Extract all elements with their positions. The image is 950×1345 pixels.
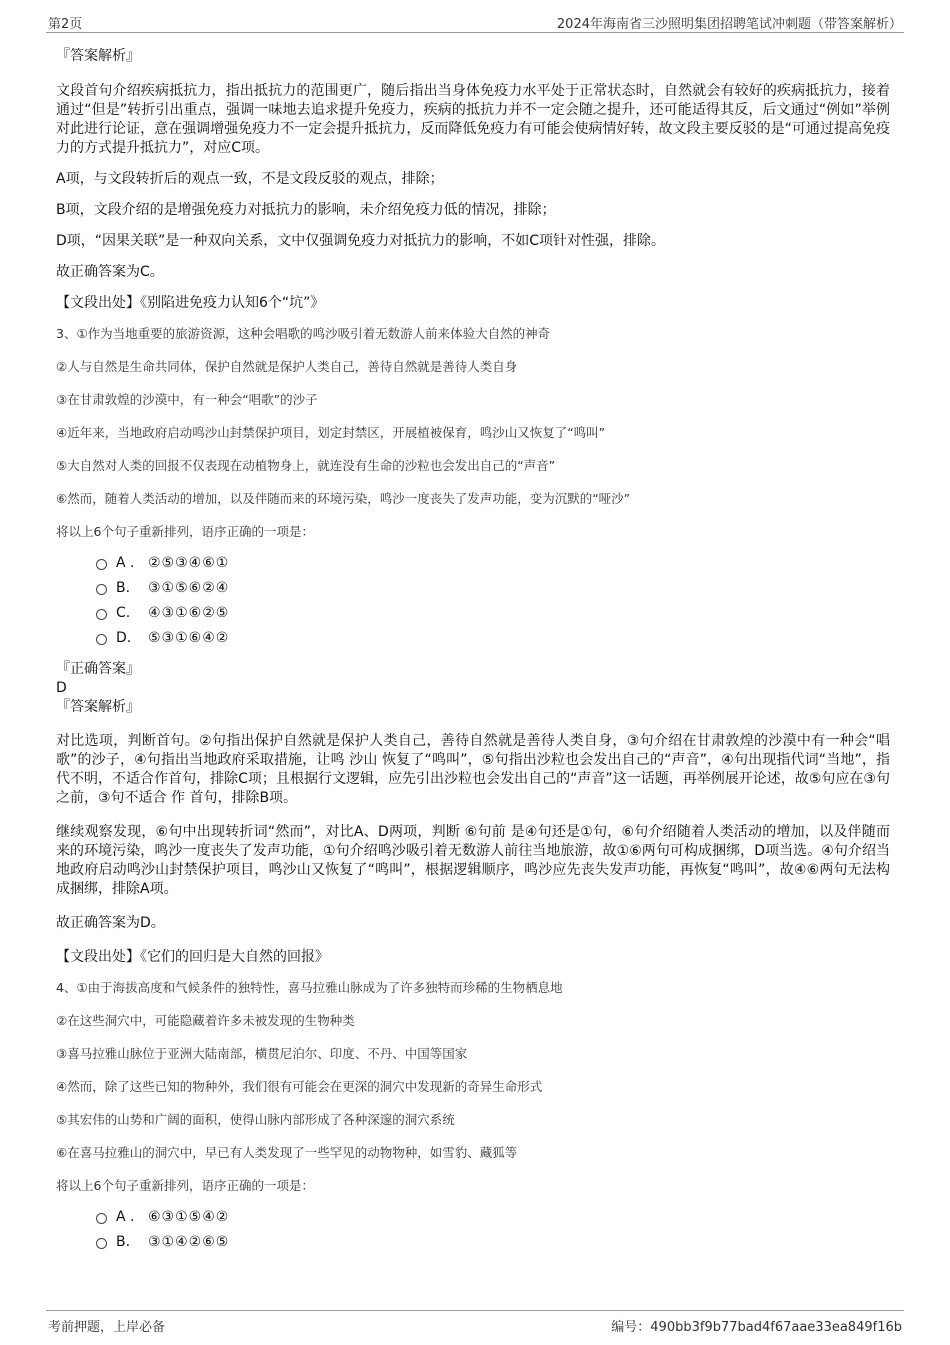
radio-button[interactable] [96,584,107,595]
footer-slogan: 考前押题，上岸必备 [48,1320,166,1335]
option-a[interactable]: A . ②⑤③④⑥① [56,552,890,577]
source-citation: 【文段出处】《它们的回归是大自然的回报》 [56,949,329,965]
question-prompt: 将以上6个句子重新排列，语序正确的一项是： [56,524,314,539]
question-sentence: 4、①由于海拔高度和气候条件的独特性，喜马拉雅山脉成为了许多独特而珍稀的生物栖息地 [56,980,563,995]
analysis-tag: 『答案解析』 [56,699,140,715]
analysis-paragraph: 继续观察发现，⑥句中出现转折词“然而”，对比A、D两项，判断 ⑥句前 是④句还是①句，⑥句介绍随着人类活动的增加，以及伴随而来的环境污染，鸣沙一度丧失了发声功能，①句介绍鸣沙吸引着无数游人前往当地旅游，故①⑥两句可构成捆绑，D项当选。④句介绍当地政府启动鸣沙山封禁保护项目，鸣沙山又恢复了“鸣叫”，根据逻辑顺序，鸣沙应先丧失发声功能，再恢复“鸣叫”，故④⑥两句无法构成捆绑，排除A项。 [56,824,890,897]
page-header [46,12,904,33]
question-sentence: ⑤大自然对人类的回报不仅表现在动植物身上，就连没有生命的沙粒也会发出自己的“声音” [56,458,556,473]
correct-answer-tag: 『正确答案』 [56,661,140,677]
radio-button[interactable] [96,1238,107,1249]
option-d[interactable]: D. ⑤③①⑥④② [56,627,890,652]
option-c[interactable]: C. ④③①⑥②⑤ [56,602,890,627]
question-sentence: ③喜马拉雅山脉位于亚洲大陆南部，横贯尼泊尔、印度、不丹、中国等国家 [56,1046,468,1061]
page-footer [46,1310,904,1337]
question-sentence: ④近年来，当地政府启动鸣沙山封禁保护项目，划定封禁区，开展植被保育，鸣沙山又恢复了“鸣叫” [56,425,606,440]
options-list [56,1206,890,1256]
analysis-paragraph: D项，“因果关联”是一种双向关系，文中仅强调免疫力对抵抗力的影响，不如C项针对性强，排除。 [56,233,666,249]
question-sentence: 3、①作为当地重要的旅游资源，这种会唱歌的鸣沙吸引着无数游人前来体验大自然的神奇 [56,326,551,341]
analysis-paragraph: A项，与文段转折后的观点一致，不是文段反驳的观点，排除； [56,171,444,187]
options-list [56,552,890,652]
option-b[interactable]: B. ③①⑤⑥②④ [56,577,890,602]
question-sentence: ⑥在喜马拉雅山的洞穴中，早已有人类发现了一些罕见的动物物种，如雪豹、藏狐等 [56,1145,518,1160]
page-number: 第2页 [48,17,83,32]
radio-button[interactable] [96,1213,107,1224]
analysis-tag: 『答案解析』 [56,48,140,64]
option-b[interactable]: B. ③①④②⑥⑤ [56,1231,890,1256]
analysis-paragraph: 文段首句介绍疾病抵抗力，指出抵抗力的范围更广，随后指出当身体免疫力水平处于正常状态时，自然就会有较好的疾病抵抗力，接着通过“但是”转折引出重点，强调一味地去追求提升免疫力，疾病的抵抗力并不一定会随之提升，还可能适得其反，后文通过“例如”举例对此进行论证，意在强调增强免疫力不一定会提升抵抗力，反而降低免疫力有可能会使病情好转，故文段主要反驳的是“可通过提高免疫力的方式提升抵抗力”，对应C项。 [56,83,890,156]
answer-conclusion: 故正确答案为D。 [56,915,165,931]
answer-conclusion: 故正确答案为C。 [56,264,164,280]
document-body [56,44,890,1256]
question-sentence: ⑤其宏伟的山势和广阔的面积，使得山脉内部形成了各种深邃的洞穴系统 [56,1112,455,1127]
question-prompt: 将以上6个句子重新排列，语序正确的一项是： [56,1178,314,1193]
radio-button[interactable] [96,609,107,620]
analysis-paragraph: B项，文段介绍的是增强免疫力对抵抗力的影响，未介绍免疫力低的情况，排除； [56,202,556,218]
option-a[interactable]: A . ⑥③①⑤④② [56,1206,890,1231]
correct-answer: D [56,680,67,696]
question-sentence: ②在这些洞穴中，可能隐藏着许多未被发现的生物种类 [56,1013,355,1028]
question-sentence: ⑥然而，随着人类活动的增加，以及伴随而来的环境污染，鸣沙一度丧失了发声功能，变为沉默的“哑沙” [56,491,631,506]
question-sentence: ④然而，除了这些已知的物种外，我们很有可能会在更深的洞穴中发现新的奇异生命形式 [56,1079,543,1094]
document-id: 编号：490bb3f9b77bad4f67aae33ea849f16b [611,1320,902,1335]
question-sentence: ②人与自然是生命共同体，保护自然就是保护人类自己，善待自然就是善待人类自身 [56,359,518,374]
document-title: 2024年海南省三沙照明集团招聘笔试冲刺题（带答案解析） [556,17,902,32]
source-citation: 【文段出处】《别陷进免疫力认知6个“坑”》 [56,295,325,311]
radio-button[interactable] [96,634,107,645]
analysis-paragraph: 对比选项，判断首句。②句指出保护自然就是保护人类自己，善待自然就是善待人类自身，③句介绍在甘肃敦煌的沙漠中有一种会“唱歌”的沙子，④句指出当地政府采取措施，让鸣 沙山 恢复了“鸣叫”，⑤句指出沙粒也会发出自己的“声音”，④句出现指代词“当地”，指代不明，不适合作首句，排除C项；且根据行文逻辑，应先引出沙粒也会发出自己的“声音”这一话题，再举例展开论述，故⑤句应在③句之前，③句不适合 作 首句，排除B项。 [56,733,890,806]
question-sentence: ③在甘肃敦煌的沙漠中，有一种会“唱歌”的沙子 [56,392,318,407]
radio-button[interactable] [96,559,107,570]
